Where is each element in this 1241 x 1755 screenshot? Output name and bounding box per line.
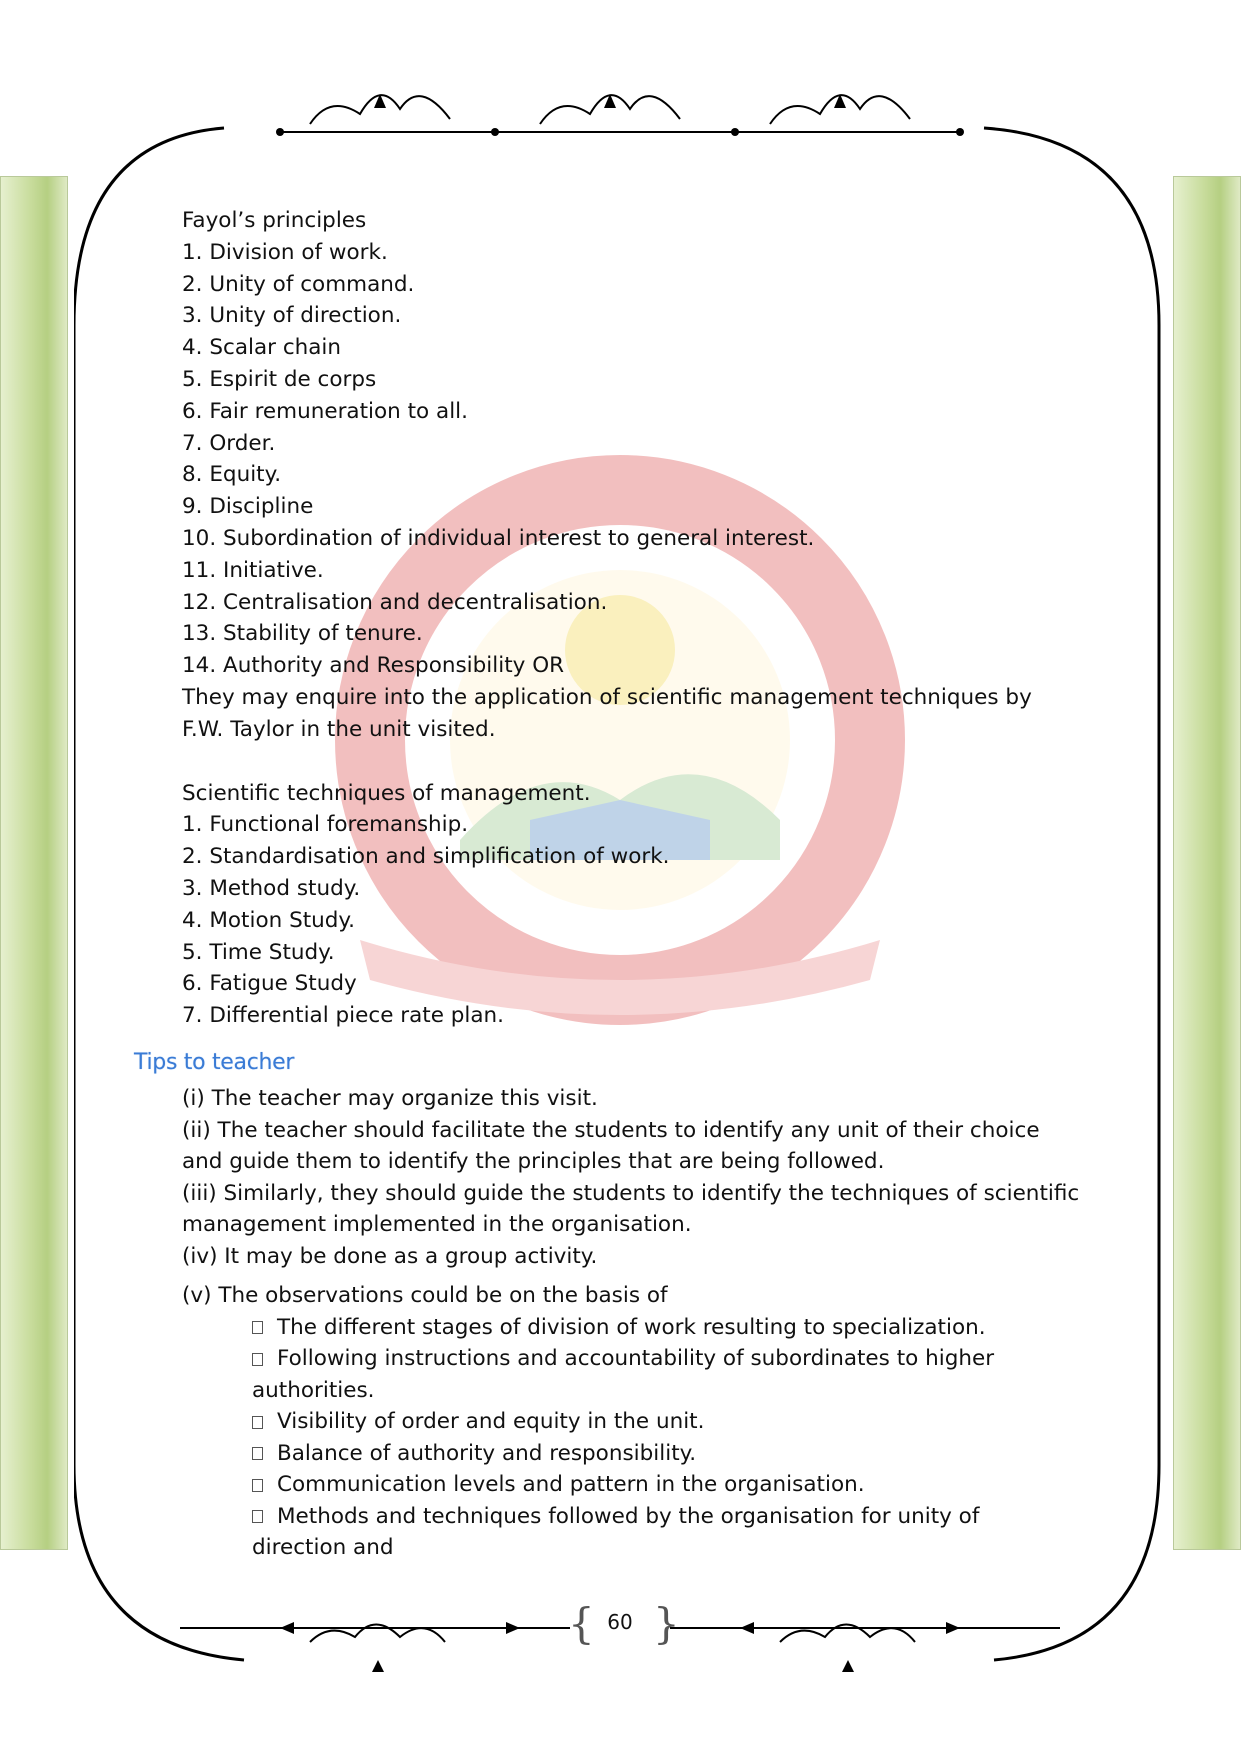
fayol-title: Fayol’s principles bbox=[182, 208, 367, 233]
left-decorative-bar bbox=[0, 176, 68, 1550]
list-item: 12. Centralisation and decentralisation. bbox=[182, 589, 608, 615]
list-item: 11. Initiative. bbox=[182, 557, 324, 583]
list-item: 7. Differential piece rate plan. bbox=[182, 1003, 505, 1029]
paragraph-line: They may enquire into the application of scientific management techniques by bbox=[182, 684, 1032, 710]
list-item: 8. Equity. bbox=[182, 462, 282, 488]
list-item: Communication levels and pattern in the organisation. bbox=[252, 1469, 1082, 1501]
page-number-bracket-right: } bbox=[653, 1599, 680, 1648]
list-item: 6. Fair remuneration to all. bbox=[182, 398, 468, 424]
tips-heading: Tips to teacher bbox=[134, 1050, 295, 1075]
fayol-section bbox=[182, 205, 1082, 1032]
bullet-box-icon bbox=[252, 1353, 263, 1366]
list-item: 9. Discipline bbox=[182, 494, 314, 520]
bullet-box-icon bbox=[252, 1510, 263, 1523]
tip-line: (iv) It may be done as a group activity. bbox=[182, 1243, 598, 1269]
list-item: 4. Motion Study. bbox=[182, 907, 355, 933]
list-item: 4. Scalar chain bbox=[182, 335, 342, 361]
list-item: 6. Fatigue Study bbox=[182, 971, 357, 997]
bullet-box-icon bbox=[252, 1479, 263, 1492]
list-item: 13. Stability of tenure. bbox=[182, 621, 423, 647]
tips-section bbox=[182, 1083, 1082, 1564]
tip-line: and guide them to identify the principles that are being followed. bbox=[182, 1149, 885, 1174]
scientific-title: Scientific techniques of management. bbox=[182, 780, 591, 806]
bullet-box-icon bbox=[252, 1416, 263, 1429]
tip-line: (i) The teacher may organize this visit. bbox=[182, 1086, 598, 1111]
tip-line: (iii) Similarly, they should guide the students to identify the techniques of scientific bbox=[182, 1180, 1080, 1206]
list-item: 14. Authority and Responsibility OR bbox=[182, 653, 565, 679]
list-item: Balance of authority and responsibility. bbox=[252, 1438, 1082, 1470]
list-item: Visibility of order and equity in the unit. bbox=[252, 1406, 1082, 1438]
list-item-continuation: authorities. bbox=[252, 1377, 375, 1403]
list-item: Following instructions and accountability of subordinates to higher bbox=[252, 1343, 1082, 1375]
list-item: 3. Method study. bbox=[182, 875, 361, 901]
bullet-box-icon bbox=[252, 1447, 263, 1460]
list-item: 2. Unity of command. bbox=[182, 271, 415, 297]
top-ornament bbox=[270, 84, 970, 144]
list-item: 1. Functional foremanship. bbox=[182, 812, 469, 838]
list-item: Methods and techniques followed by the organisation for unity of bbox=[252, 1501, 1082, 1533]
observation-list bbox=[252, 1312, 1082, 1564]
list-item: 1. Division of work. bbox=[182, 239, 388, 265]
bottom-ornament bbox=[180, 1590, 1060, 1680]
list-item: 5. Time Study. bbox=[182, 939, 335, 965]
tip-line: (v) The observations could be on the basis of bbox=[182, 1283, 668, 1308]
page-number: 60 bbox=[607, 1610, 633, 1634]
page-number-bracket-left: { bbox=[568, 1599, 595, 1648]
list-item: 10. Subordination of individual interest to general interest. bbox=[182, 525, 815, 551]
list-item: 2. Standardisation and simplification of work. bbox=[182, 844, 670, 870]
list-item: 5. Espirit de corps bbox=[182, 366, 377, 392]
tip-line: management implemented in the organisation. bbox=[182, 1212, 692, 1237]
bullet-box-icon bbox=[252, 1321, 263, 1334]
list-item: The different stages of division of work resulting to specialization. bbox=[252, 1312, 1082, 1344]
tip-line: (ii) The teacher should facilitate the students to identify any unit of their choice bbox=[182, 1117, 1040, 1143]
right-decorative-bar bbox=[1173, 176, 1241, 1550]
paragraph-line: F.W. Taylor in the unit visited. bbox=[182, 716, 496, 742]
list-item: 7. Order. bbox=[182, 430, 276, 456]
list-item: 3. Unity of direction. bbox=[182, 303, 402, 329]
list-item-continuation: direction and bbox=[252, 1535, 394, 1560]
